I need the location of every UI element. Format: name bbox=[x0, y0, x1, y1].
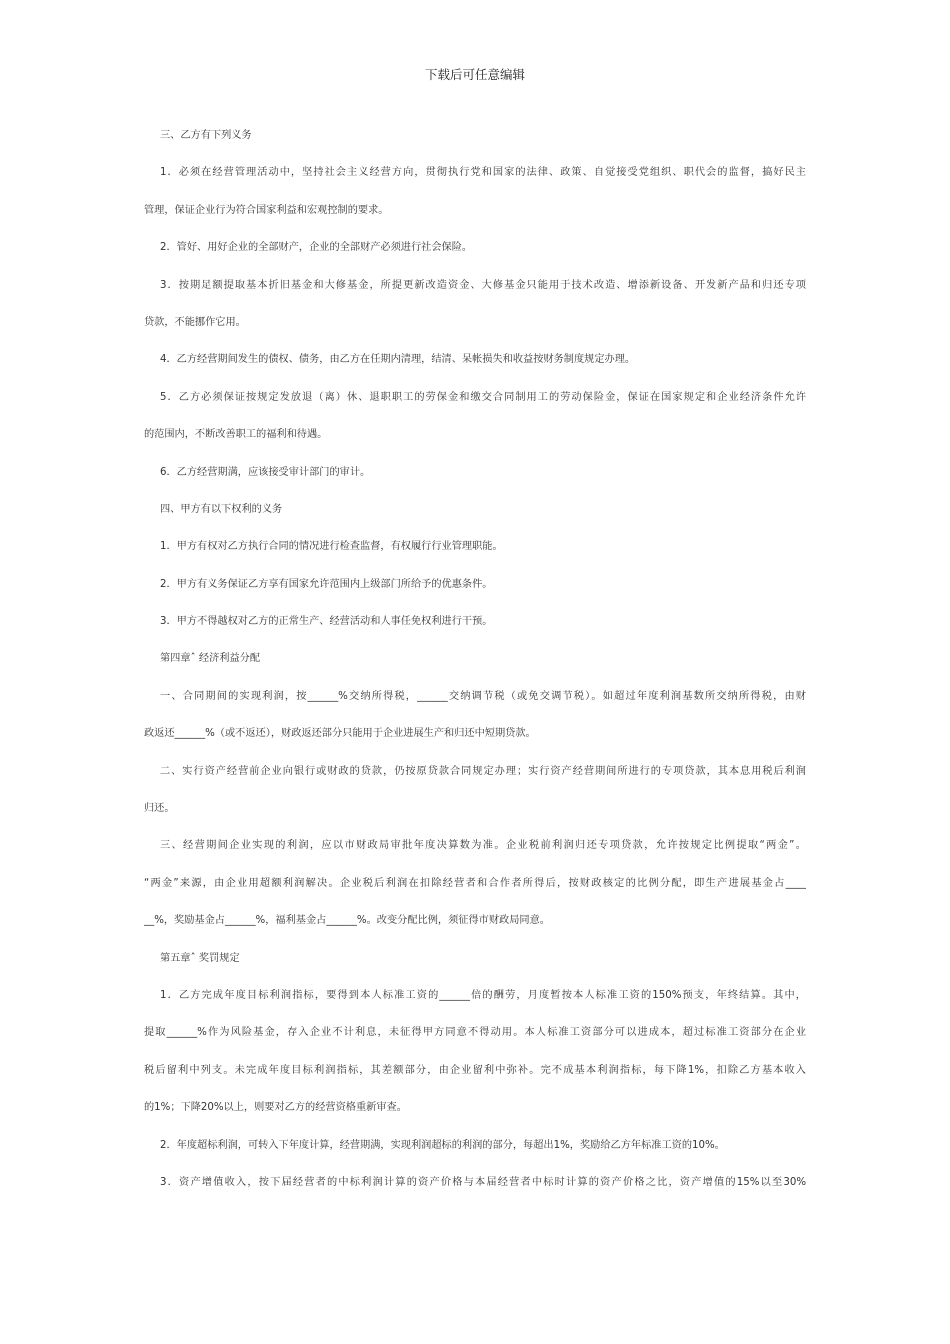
text-line: 的1%；下降20%以上，则要对乙方的经营资格重新审查。 bbox=[144, 1102, 407, 1114]
text-line: 的范围内，不断改善职工的福利和待遇。 bbox=[144, 429, 328, 441]
text-line: 政返还______%（或不返还），财政返还部分只能用于企业进展生产和归还中短期贷款。 bbox=[144, 728, 536, 740]
text-line: 4．乙方经营期间发生的债权、债务，由乙方在任期内清理，结清、呆帐损失和收益按财务制度规定办理。 bbox=[160, 354, 636, 366]
text-line: 1．甲方有权对乙方执行合同的情况进行检查监督，有权履行行业管理职能。 bbox=[160, 541, 503, 553]
text-line: __%，奖励基金占______%，福利基金占______%。改变分配比例，须征得市财政局同意。 bbox=[144, 915, 550, 927]
text-line: 3．按期足额提取基本折旧基金和大修基金，所提更新改造资金、大修基金只能用于技术改造、增添新设备、开发新产品和归还专项 bbox=[160, 279, 806, 291]
text-line: 6．乙方经营期满，应该接受审计部门的审计。 bbox=[160, 466, 371, 478]
text-line: 归还。 bbox=[144, 803, 175, 815]
text-line: 第五章ˆ 奖罚规定 bbox=[160, 952, 240, 964]
text-line: 二、实行资产经营前企业向银行或财政的贷款，仍按原贷款合同规定办理；实行资产经营期间所进行的专项贷款，其本息用税后利润 bbox=[160, 765, 806, 777]
text-line: 1．必须在经营管理活动中，坚持社会主义经营方向，贯彻执行党和国家的法律、政策、自觉接受党组织、职代会的监督，搞好民主 bbox=[160, 167, 806, 179]
text-line: 三、经营期间企业实现的利润，应以市财政局审批年度决算数为准。企业税前利润归还专项贷款，允许按规定比例提取“两金”。 bbox=[160, 840, 806, 852]
text-line: 三、乙方有下列义务 bbox=[160, 130, 252, 141]
document-header: 下载后可任意编辑 bbox=[424, 67, 525, 82]
text-line: 5．乙方必须保证按规定发放退（离）休、退职职工的劳保金和缴交合同制用工的劳动保险金，保证在国家规定和企业经济条件允许 bbox=[160, 391, 806, 403]
text-line: 提取______%作为风险基金，存入企业不计利息，未征得甲方同意不得动用。本人标准工资部分可以进成本，超过标准工资部分在企业 bbox=[144, 1027, 806, 1039]
text-line: 第四章ˆ 经济利益分配 bbox=[160, 653, 261, 665]
text-line: 税后留利中列支。未完成年度目标利润指标，其差额部分，由企业留利中弥补。完不成基本利润指标，每下降1%，扣除乙方基本收入 bbox=[144, 1064, 806, 1076]
text-line: 一、合同期间的实现利润，按______%交纳所得税，______交纳调节税（或免交调节税）。如超过年度利润基数所交纳所得税，由财 bbox=[160, 690, 806, 702]
text-line: 2．管好、用好企业的全部财产，企业的全部财产必须进行社会保险。 bbox=[160, 242, 473, 254]
text-line: 2．甲方有义务保证乙方享有国家允许范围内上级部门所给予的优惠条件。 bbox=[160, 578, 493, 590]
text-line: 2．年度超标利润，可转入下年度计算，经营期满，实现利润超标的利润的部分，每超出1%，奖励给乙方年标准工资的10%。 bbox=[160, 1139, 725, 1151]
text-line: 管理，保证企业行为符合国家利益和宏观控制的要求。 bbox=[144, 204, 389, 216]
text-line: 3．资产增值收入，按下届经营者的中标利润计算的资产价格与本届经营者中标时计算的资产价格之比，资产增值的15%以至30% bbox=[160, 1176, 806, 1188]
text-line: “两金”来源，由企业用超额利润解决。企业税后利润在扣除经营者和合作者所得后，按财政核定的比例分配，即生产进展基金占____ bbox=[144, 877, 806, 889]
text-line: 1．乙方完成年度目标利润指标，要得到本人标准工资的______倍的酬劳，月度暂按本人标准工资的150%预支，年终结算。其中， bbox=[160, 989, 806, 1001]
text-line: 四、甲方有以下权利的义务 bbox=[160, 503, 283, 515]
document-body bbox=[144, 128, 806, 1212]
text-line: 3．甲方不得越权对乙方的正常生产、经营活动和人事任免权利进行干预。 bbox=[160, 616, 493, 628]
text-line: 贷款，不能挪作它用。 bbox=[144, 316, 246, 328]
